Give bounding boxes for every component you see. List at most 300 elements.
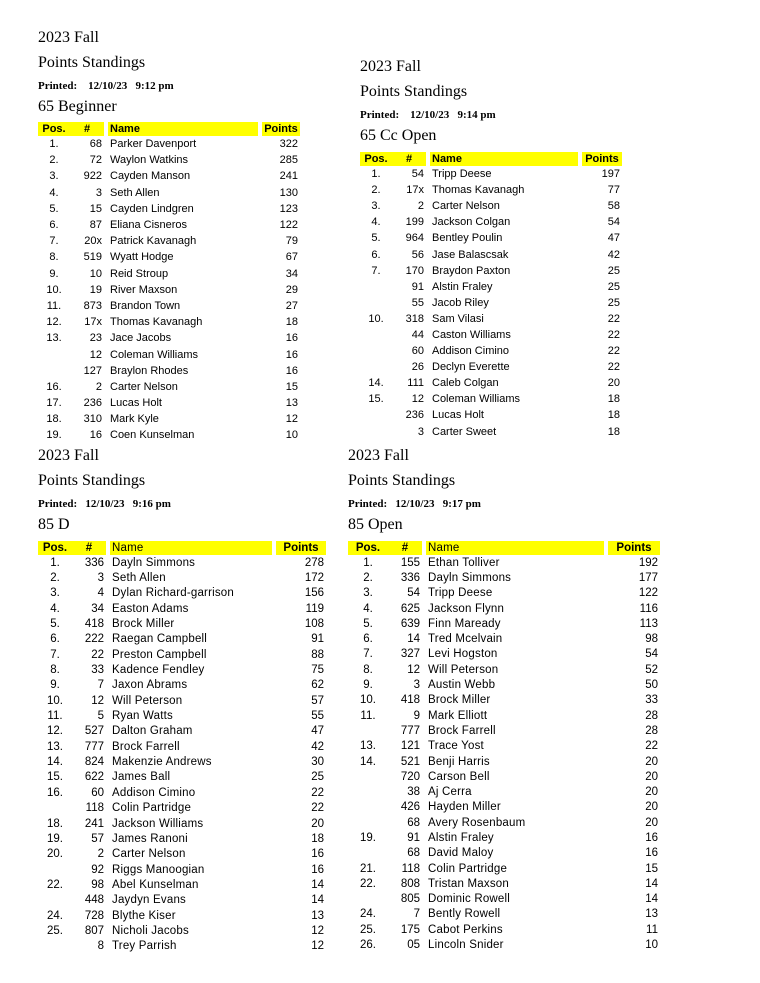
points-cell: 16 <box>285 348 298 361</box>
rider-name-cell: Wyatt Hodge <box>110 251 174 264</box>
rider-name-cell: Parker Davenport <box>110 138 197 151</box>
rider-number-cell: 2 <box>417 200 424 213</box>
table-row <box>348 846 660 861</box>
rider-number-cell: 17x <box>84 316 102 329</box>
points-cell: 28 <box>645 709 658 722</box>
rider-number-cell: 33 <box>91 664 104 677</box>
rider-number-cell: 426 <box>400 801 420 814</box>
table-row <box>360 327 622 343</box>
position-cell: 2. <box>50 572 60 585</box>
season-title: 2023 Fall <box>38 447 99 464</box>
table-row <box>360 407 622 423</box>
position-cell: 8. <box>49 251 59 264</box>
rider-number-cell: 824 <box>84 756 104 769</box>
rider-number-cell: 7 <box>97 679 104 692</box>
table-body <box>38 555 326 954</box>
position-cell: 3. <box>49 170 59 183</box>
rider-name-cell: Tripp Deese <box>432 168 492 181</box>
rider-number-cell: 4 <box>97 587 104 600</box>
table-row <box>348 662 660 677</box>
rider-name-cell: Patrick Kavanagh <box>110 235 197 248</box>
points-cell: 25 <box>607 280 620 293</box>
rider-number-cell: 728 <box>84 909 104 922</box>
rider-name-cell: Carter Nelson <box>110 380 178 393</box>
table-row <box>360 343 622 359</box>
table-row <box>38 939 326 954</box>
table-row <box>38 816 326 831</box>
rider-name-cell: Ryan Watts <box>112 710 174 723</box>
rider-name-cell: Tred Mcelvain <box>428 633 503 646</box>
position-cell: 10. <box>368 312 384 325</box>
points-cell: 16 <box>285 364 298 377</box>
rider-name-cell: James Ranoni <box>112 832 188 845</box>
table-row <box>360 375 622 391</box>
rider-name-cell: Raegan Campbell <box>112 633 208 646</box>
points-cell: 77 <box>607 184 620 197</box>
rider-name-cell: Cabot Perkins <box>428 923 503 936</box>
position-cell <box>360 407 392 423</box>
table-row <box>38 801 326 816</box>
rider-name-cell: Kadence Fendley <box>112 664 205 677</box>
points-cell: 75 <box>311 664 324 677</box>
table-row <box>38 923 326 938</box>
rider-name-cell: Declyn Everette <box>432 361 510 374</box>
table-row <box>38 601 326 616</box>
rider-name-cell: Bentley Poulin <box>432 232 503 245</box>
rider-number-cell: 625 <box>400 602 420 615</box>
points-cell: 25 <box>607 264 620 277</box>
points-cell: 16 <box>311 848 324 861</box>
points-cell: 322 <box>279 138 298 151</box>
rider-name-cell: Coleman Williams <box>110 348 199 361</box>
position-cell: 7. <box>363 648 373 661</box>
points-cell: 14 <box>311 878 324 891</box>
table-row <box>38 632 326 647</box>
table-row <box>38 678 326 693</box>
points-cell: 54 <box>645 648 658 661</box>
table-row <box>348 815 660 830</box>
printed-date: 12/10/23 <box>88 80 128 92</box>
position-cell: 13. <box>46 332 62 345</box>
rider-name-cell: Caleb Colgan <box>432 377 499 390</box>
rider-number-cell: 12 <box>411 393 424 406</box>
position-cell <box>348 892 388 907</box>
points-cell: 20 <box>311 817 324 830</box>
rider-name-cell: Easton Adams <box>112 602 189 615</box>
points-cell: 33 <box>645 694 658 707</box>
points-cell: 18 <box>285 316 298 329</box>
table-row <box>38 877 326 892</box>
rider-name-cell: Tripp Deese <box>428 587 493 600</box>
position-cell: 18. <box>47 817 63 830</box>
rider-number-cell: 05 <box>407 939 420 952</box>
rider-name-cell: Coleman Williams <box>432 393 521 406</box>
points-cell: 177 <box>638 571 658 584</box>
rider-name-cell: Jackson Williams <box>112 817 204 830</box>
position-cell <box>348 815 388 830</box>
table-body <box>38 136 300 444</box>
position-cell <box>38 346 70 362</box>
position-cell: 5. <box>50 618 60 631</box>
rider-number-cell: 807 <box>84 924 104 937</box>
points-cell: 12 <box>285 413 298 426</box>
position-cell: 14. <box>368 377 384 390</box>
rider-name-cell: Jacob Riley <box>432 296 489 309</box>
position-cell: 6. <box>371 248 381 261</box>
points-cell: 22 <box>311 802 324 815</box>
rider-name-cell: Mark Kyle <box>110 413 159 426</box>
rider-number-cell: 16 <box>89 429 102 442</box>
position-cell: 8. <box>363 663 373 676</box>
position-cell: 7. <box>50 648 60 661</box>
points-cell: 20 <box>645 816 658 829</box>
printed-line <box>360 109 628 121</box>
table-header-row <box>348 541 660 555</box>
points-cell: 285 <box>279 154 298 167</box>
points-cell: 14 <box>645 877 658 890</box>
table-header-row <box>38 541 326 555</box>
points-cell: 47 <box>607 232 620 245</box>
points-cell: 20 <box>645 801 658 814</box>
points-cell: 88 <box>311 648 324 661</box>
rider-number-cell: 26 <box>411 361 424 374</box>
points-cell: 116 <box>639 602 658 615</box>
rider-name-cell: Finn Maready <box>428 617 501 630</box>
table-row <box>348 647 660 662</box>
rider-number-cell: 777 <box>84 740 104 753</box>
points-cell: 113 <box>639 617 658 630</box>
points-cell: 14 <box>311 894 324 907</box>
header-points: Points <box>262 122 300 136</box>
points-cell: 27 <box>285 299 298 312</box>
table-row <box>38 217 300 233</box>
rider-number-cell: 805 <box>400 893 420 906</box>
rider-number-cell: 56 <box>411 248 424 261</box>
rider-name-cell: Jackson Flynn <box>428 602 505 615</box>
table-row <box>348 784 660 799</box>
position-cell: 6. <box>50 633 60 646</box>
rider-name-cell: Tristan Maxson <box>428 877 509 890</box>
position-cell <box>360 343 392 359</box>
position-cell: 5. <box>371 232 381 245</box>
header-num: # <box>388 541 422 555</box>
position-cell: 22. <box>47 878 63 891</box>
header-num: # <box>392 152 426 166</box>
rider-number-cell: 310 <box>83 413 102 426</box>
position-cell <box>348 769 388 784</box>
table-row <box>38 330 300 346</box>
rider-number-cell: 54 <box>411 168 424 181</box>
position-cell: 3. <box>50 587 60 600</box>
rider-number-cell: 336 <box>400 571 420 584</box>
points-cell: 67 <box>285 251 298 264</box>
position-cell: 11. <box>360 709 376 722</box>
table-row <box>38 555 326 570</box>
table-row <box>360 198 622 214</box>
rider-name-cell: Abel Kunselman <box>112 878 199 891</box>
rider-name-cell: Carter Nelson <box>432 200 500 213</box>
position-cell: 25. <box>360 923 376 936</box>
rider-number-cell: 448 <box>84 894 104 907</box>
table-row <box>360 391 622 407</box>
points-cell: 123 <box>279 202 298 215</box>
table-row <box>348 693 660 708</box>
position-cell: 19. <box>46 429 62 442</box>
table-row <box>38 185 300 201</box>
table-row <box>38 754 326 769</box>
rider-number-cell: 68 <box>89 138 102 151</box>
table-row <box>348 631 660 646</box>
rider-number-cell: 91 <box>407 831 420 844</box>
rider-number-cell: 720 <box>400 770 420 783</box>
rider-number-cell: 111 <box>407 377 424 390</box>
table-row <box>38 395 300 411</box>
rider-number-cell: 964 <box>405 232 424 245</box>
rider-name-cell: Brock Farrell <box>428 724 496 737</box>
rider-number-cell: 222 <box>84 633 104 646</box>
standings-table <box>360 152 622 440</box>
position-cell: 6. <box>49 219 59 232</box>
rider-name-cell: Jaxon Abrams <box>112 679 188 692</box>
rider-name-cell: Seth Allen <box>112 572 166 585</box>
position-cell <box>360 424 392 440</box>
points-cell: 22 <box>607 328 620 341</box>
table-row <box>38 314 300 330</box>
rider-number-cell: 236 <box>83 397 102 410</box>
table-row <box>38 785 326 800</box>
rider-number-cell: 336 <box>84 556 104 569</box>
position-cell: 20. <box>47 848 63 861</box>
position-cell: 11. <box>46 299 62 312</box>
table-body <box>348 555 660 953</box>
position-cell: 26. <box>360 939 376 952</box>
table-row <box>38 662 326 677</box>
rider-number-cell: 23 <box>89 332 102 345</box>
position-cell: 19. <box>47 832 63 845</box>
table-row <box>38 363 300 379</box>
position-cell: 10. <box>47 694 63 707</box>
rider-name-cell: Dominic Rowell <box>428 893 511 906</box>
rider-number-cell: 14 <box>407 633 420 646</box>
rider-number-cell: 118 <box>85 802 104 815</box>
rider-name-cell: Waylon Watkins <box>110 154 189 167</box>
points-cell: 25 <box>311 771 324 784</box>
points-cell: 20 <box>645 770 658 783</box>
points-cell: 98 <box>645 633 658 646</box>
table-row <box>348 892 660 907</box>
rider-number-cell: 418 <box>84 618 104 631</box>
rider-number-cell: 3 <box>97 572 104 585</box>
table-row <box>38 586 326 601</box>
rider-number-cell: 155 <box>400 556 420 569</box>
rider-number-cell: 55 <box>411 296 424 309</box>
printed-date: 12/10/23 <box>410 109 450 121</box>
rider-name-cell: Jase Balascsak <box>432 248 509 261</box>
table-row <box>360 230 622 246</box>
position-cell: 12. <box>46 316 62 329</box>
rider-number-cell: 68 <box>407 847 420 860</box>
rider-name-cell: Blythe Kiser <box>112 909 176 922</box>
position-cell: 9. <box>50 679 60 692</box>
printed-label: Printed: <box>348 498 388 510</box>
points-cell: 52 <box>645 663 658 676</box>
table-row <box>348 876 660 891</box>
rider-number-cell: 91 <box>411 280 424 293</box>
rider-name-cell: Jackson Colgan <box>432 216 511 229</box>
rider-name-cell: Dalton Graham <box>112 725 193 738</box>
rider-number-cell: 175 <box>400 923 420 936</box>
rider-name-cell: Will Peterson <box>428 663 499 676</box>
table-row <box>360 424 622 440</box>
standings-block-65-cc-open <box>360 58 628 440</box>
rider-number-cell: 118 <box>401 862 420 875</box>
table-row <box>38 708 326 723</box>
rider-number-cell: 8 <box>97 940 104 953</box>
position-cell <box>360 295 392 311</box>
printed-time: 9:14 pm <box>457 109 496 121</box>
points-cell: 14 <box>645 893 658 906</box>
rider-number-cell: 57 <box>91 832 104 845</box>
table-row <box>38 770 326 785</box>
position-cell: 18. <box>46 413 62 426</box>
position-cell <box>38 801 72 816</box>
table-row <box>38 249 300 265</box>
rider-name-cell: Alstin Fraley <box>428 831 494 844</box>
position-cell: 9. <box>49 267 59 280</box>
rider-number-cell: 72 <box>89 154 102 167</box>
points-cell: 55 <box>311 710 324 723</box>
points-cell: 241 <box>279 170 298 183</box>
points-cell: 15 <box>645 862 658 875</box>
points-cell: 15 <box>285 380 298 393</box>
points-cell: 42 <box>607 248 620 261</box>
rider-name-cell: Lucas Holt <box>432 409 484 422</box>
table-row <box>348 907 660 922</box>
rider-name-cell: Cayden Lindgren <box>110 202 194 215</box>
table-row <box>348 800 660 815</box>
header-pos: Pos. <box>38 541 72 555</box>
rider-name-cell: Carson Bell <box>428 770 490 783</box>
position-cell: 13. <box>47 740 63 753</box>
points-cell: 108 <box>304 618 324 631</box>
points-cell: 30 <box>311 756 324 769</box>
header-points: Points <box>582 152 622 166</box>
points-cell: 12 <box>311 940 324 953</box>
rider-name-cell: Braydon Paxton <box>432 264 511 277</box>
rider-number-cell: 38 <box>407 786 420 799</box>
rider-name-cell: Reid Stroup <box>110 267 169 280</box>
rider-number-cell: 521 <box>400 755 420 768</box>
position-cell: 10. <box>360 694 376 707</box>
rider-name-cell: Hayden Miller <box>428 801 501 814</box>
table-row <box>38 616 326 631</box>
position-cell: 7. <box>49 235 59 248</box>
position-cell: 11. <box>47 710 63 723</box>
table-row <box>360 311 622 327</box>
rider-name-cell: Caston Williams <box>432 328 511 341</box>
table-row <box>38 693 326 708</box>
table-row <box>348 570 660 585</box>
points-cell: 172 <box>304 572 324 585</box>
table-row <box>360 246 622 262</box>
rider-number-cell: 777 <box>400 724 420 737</box>
standings-table <box>38 541 326 954</box>
table-row <box>360 182 622 198</box>
table-row <box>360 166 622 182</box>
points-cell: 22 <box>607 345 620 358</box>
points-cell: 119 <box>305 602 324 615</box>
rider-name-cell: Seth Allen <box>110 186 160 199</box>
position-cell: 4. <box>49 186 59 199</box>
rider-number-cell: 873 <box>83 299 102 312</box>
position-cell <box>348 784 388 799</box>
season-title: 2023 Fall <box>360 58 421 75</box>
header-name: Name <box>110 541 272 555</box>
header-name: Name <box>430 152 578 166</box>
rider-number-cell: 34 <box>91 602 104 615</box>
table-row <box>38 862 326 877</box>
position-cell: 3. <box>363 587 373 600</box>
table-row <box>348 586 660 601</box>
position-cell: 10. <box>46 283 62 296</box>
position-cell: 17. <box>46 397 62 410</box>
rider-number-cell: 10 <box>89 267 102 280</box>
position-cell <box>348 846 388 861</box>
table-row <box>360 279 622 295</box>
rider-name-cell: Colin Partridge <box>112 802 192 815</box>
rider-name-cell: Trey Parrish <box>112 940 177 953</box>
rider-name-cell: Alstin Fraley <box>432 280 493 293</box>
rider-number-cell: 808 <box>400 877 420 890</box>
points-cell: 79 <box>285 235 298 248</box>
points-cell: 18 <box>607 425 620 438</box>
points-cell: 10 <box>645 939 658 952</box>
rider-number-cell: 98 <box>91 878 104 891</box>
standings-table <box>38 122 300 444</box>
printed-label: Printed: <box>38 80 78 92</box>
rider-number-cell: 68 <box>407 816 420 829</box>
table-row <box>38 411 300 427</box>
table-row <box>38 282 300 298</box>
rider-name-cell: Brock Miller <box>428 694 491 707</box>
rider-number-cell: 20x <box>84 235 102 248</box>
rider-number-cell: 2 <box>95 380 102 393</box>
rider-name-cell: Carter Nelson <box>112 848 186 861</box>
printed-time: 9:16 pm <box>132 498 171 510</box>
position-cell: 21. <box>360 862 376 875</box>
rider-number-cell: 922 <box>83 170 102 183</box>
rider-name-cell: Brandon Town <box>110 299 181 312</box>
table-row <box>38 233 300 249</box>
table-row <box>360 214 622 230</box>
position-cell: 24. <box>360 908 376 921</box>
rider-number-cell: 22 <box>91 648 104 661</box>
rider-name-cell: Ethan Tolliver <box>428 556 500 569</box>
header-points: Points <box>276 541 326 555</box>
table-row <box>348 830 660 845</box>
rider-name-cell: Benji Harris <box>428 755 490 768</box>
rider-number-cell: 622 <box>84 771 104 784</box>
class-name: 65 Beginner <box>38 98 117 115</box>
table-row <box>348 723 660 738</box>
position-cell <box>348 723 388 738</box>
table-row <box>360 295 622 311</box>
points-cell: 91 <box>311 633 324 646</box>
rider-name-cell: Makenzie Andrews <box>112 756 212 769</box>
header-pos: Pos. <box>38 122 70 136</box>
position-cell: 4. <box>50 602 60 615</box>
position-cell: 6. <box>363 633 373 646</box>
